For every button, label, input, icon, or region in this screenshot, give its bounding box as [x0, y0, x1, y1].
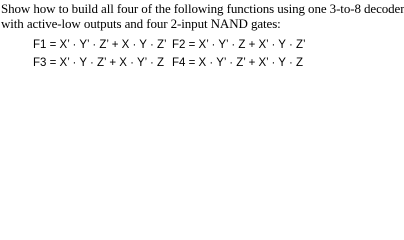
prompt-line-2: with active-low outputs and four 2-input NAND gates:	[1, 16, 281, 31]
prompt-line-1: Show how to build all four of the following functions using one 3-to-8 decoder	[1, 1, 404, 16]
problem-prompt	[1, 1, 404, 31]
equation-f1: F1 = X’ · Y’ · Z’ + X · Y · Z’	[33, 39, 167, 51]
equation-f2: F2 = X’ · Y’ · Z + X’ · Y · Z’	[172, 39, 306, 51]
problem-statement	[0, 0, 404, 74]
equation-f4: F4 = X · Y’ · Z’ + X’ · Y · Z	[172, 57, 304, 69]
equation-f3: F3 = X’ · Y · Z’ + X · Y’ · Z	[33, 57, 165, 69]
